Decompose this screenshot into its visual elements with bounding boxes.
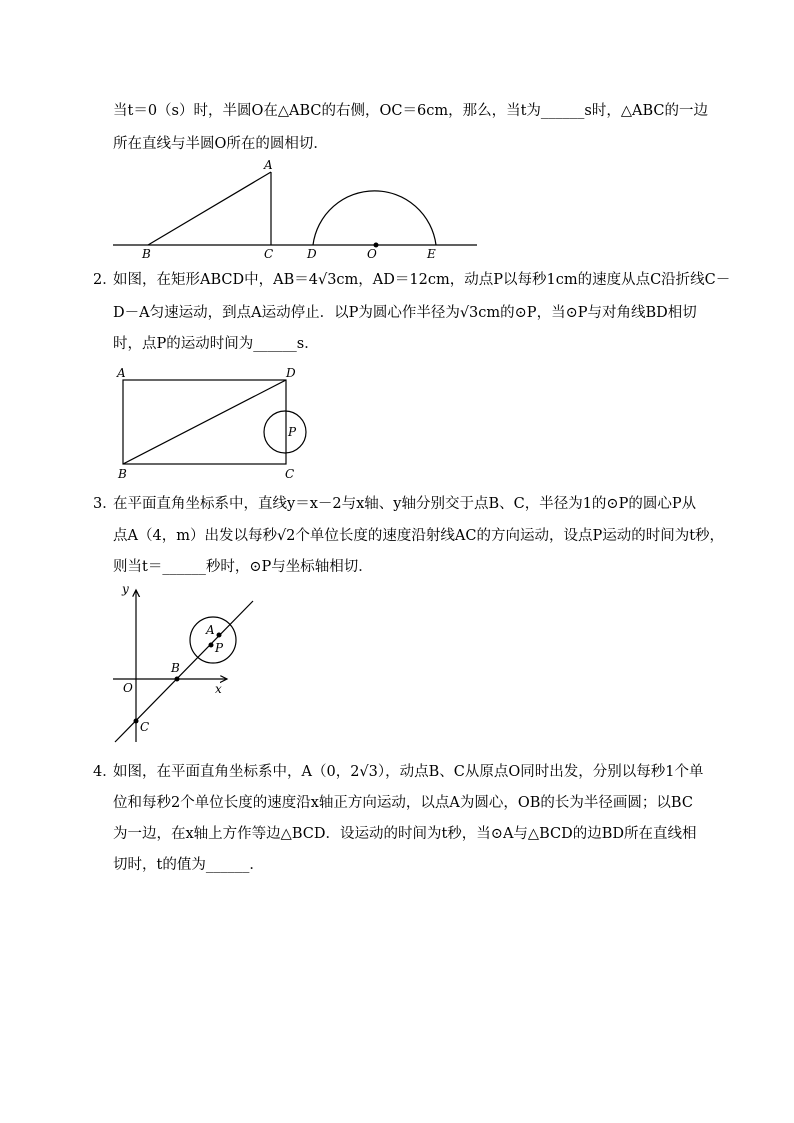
fig2-label-P: P: [288, 425, 297, 439]
p2-line-2: D－A匀速运动，到点A运动停止．以P为圆心作半径为√3cm的⊙P，当⊙P与对角线BD相切: [113, 305, 697, 321]
fig3-label-O: O: [123, 681, 133, 695]
fig2-label-A: A: [117, 366, 126, 380]
fig3-label-B: B: [171, 661, 180, 675]
p4-line-1: 如图，在平面直角坐标系中，A（0，2√3），动点B、C从原点O同时出发，分别以每秒1个单: [113, 764, 704, 780]
fig1-label-E: E: [427, 247, 436, 261]
p1-line-1: 当t＝0（s）时，半圆O在△ABC的右侧，OC＝6cm，那么，当t为______s时，△ABC的一边: [113, 103, 709, 119]
p3-line-3: 则当t＝______秒时，⊙P与坐标轴相切．: [113, 559, 373, 575]
p4-line-3: 为一边，在x轴上方作等边△BCD．设运动的时间为t秒，当⊙A与△BCD的边BD所在直线相: [113, 826, 697, 842]
fig1-label-D: D: [307, 247, 317, 261]
p2-line-1: 如图，在矩形ABCD中，AB＝4√3cm，AD＝12cm，动点P以每秒1cm的速度从点C沿折线C－: [113, 272, 731, 288]
fig3-label-C: C: [140, 720, 150, 734]
p2-number: 2．: [93, 272, 117, 288]
fig1-label-B: B: [142, 247, 151, 261]
fig1-label-A: A: [264, 158, 273, 172]
p4-number: 4．: [93, 764, 117, 780]
p4-line-4: 切时，t的值为______．: [113, 857, 264, 873]
p3-line-1: 在平面直角坐标系中，直线y＝x－2与x轴、y轴分别交于点B、C，半径为1的⊙P的圆心P从: [113, 496, 697, 512]
fig3-label-A: A: [206, 623, 215, 637]
fig1-label-O: O: [367, 247, 377, 261]
p4-line-2: 位和每秒2个单位长度的速度沿x轴正方向运动，以点A为圆心，OB的长为半径画圆；以BC: [113, 795, 693, 811]
fig2-label-B: B: [118, 467, 127, 481]
fig3-label-P: P: [215, 641, 224, 655]
fig1-label-C: C: [264, 247, 274, 261]
p3-line-2: 点A（4，m）出发以每秒√2个单位长度的速度沿射线AC的方向运动，设点P运动的时间为t秒，: [113, 528, 725, 544]
fig2-label-D: D: [286, 366, 296, 380]
p2-line-3: 时，点P的运动时间为______s．: [113, 336, 319, 352]
p1-line-2: 所在直线与半圆O所在的圆相切．: [113, 136, 328, 152]
p3-number: 3．: [93, 496, 117, 512]
fig2-label-C: C: [285, 467, 295, 481]
fig3-label-y: y: [122, 582, 129, 596]
fig3-label-x: x: [215, 682, 222, 696]
